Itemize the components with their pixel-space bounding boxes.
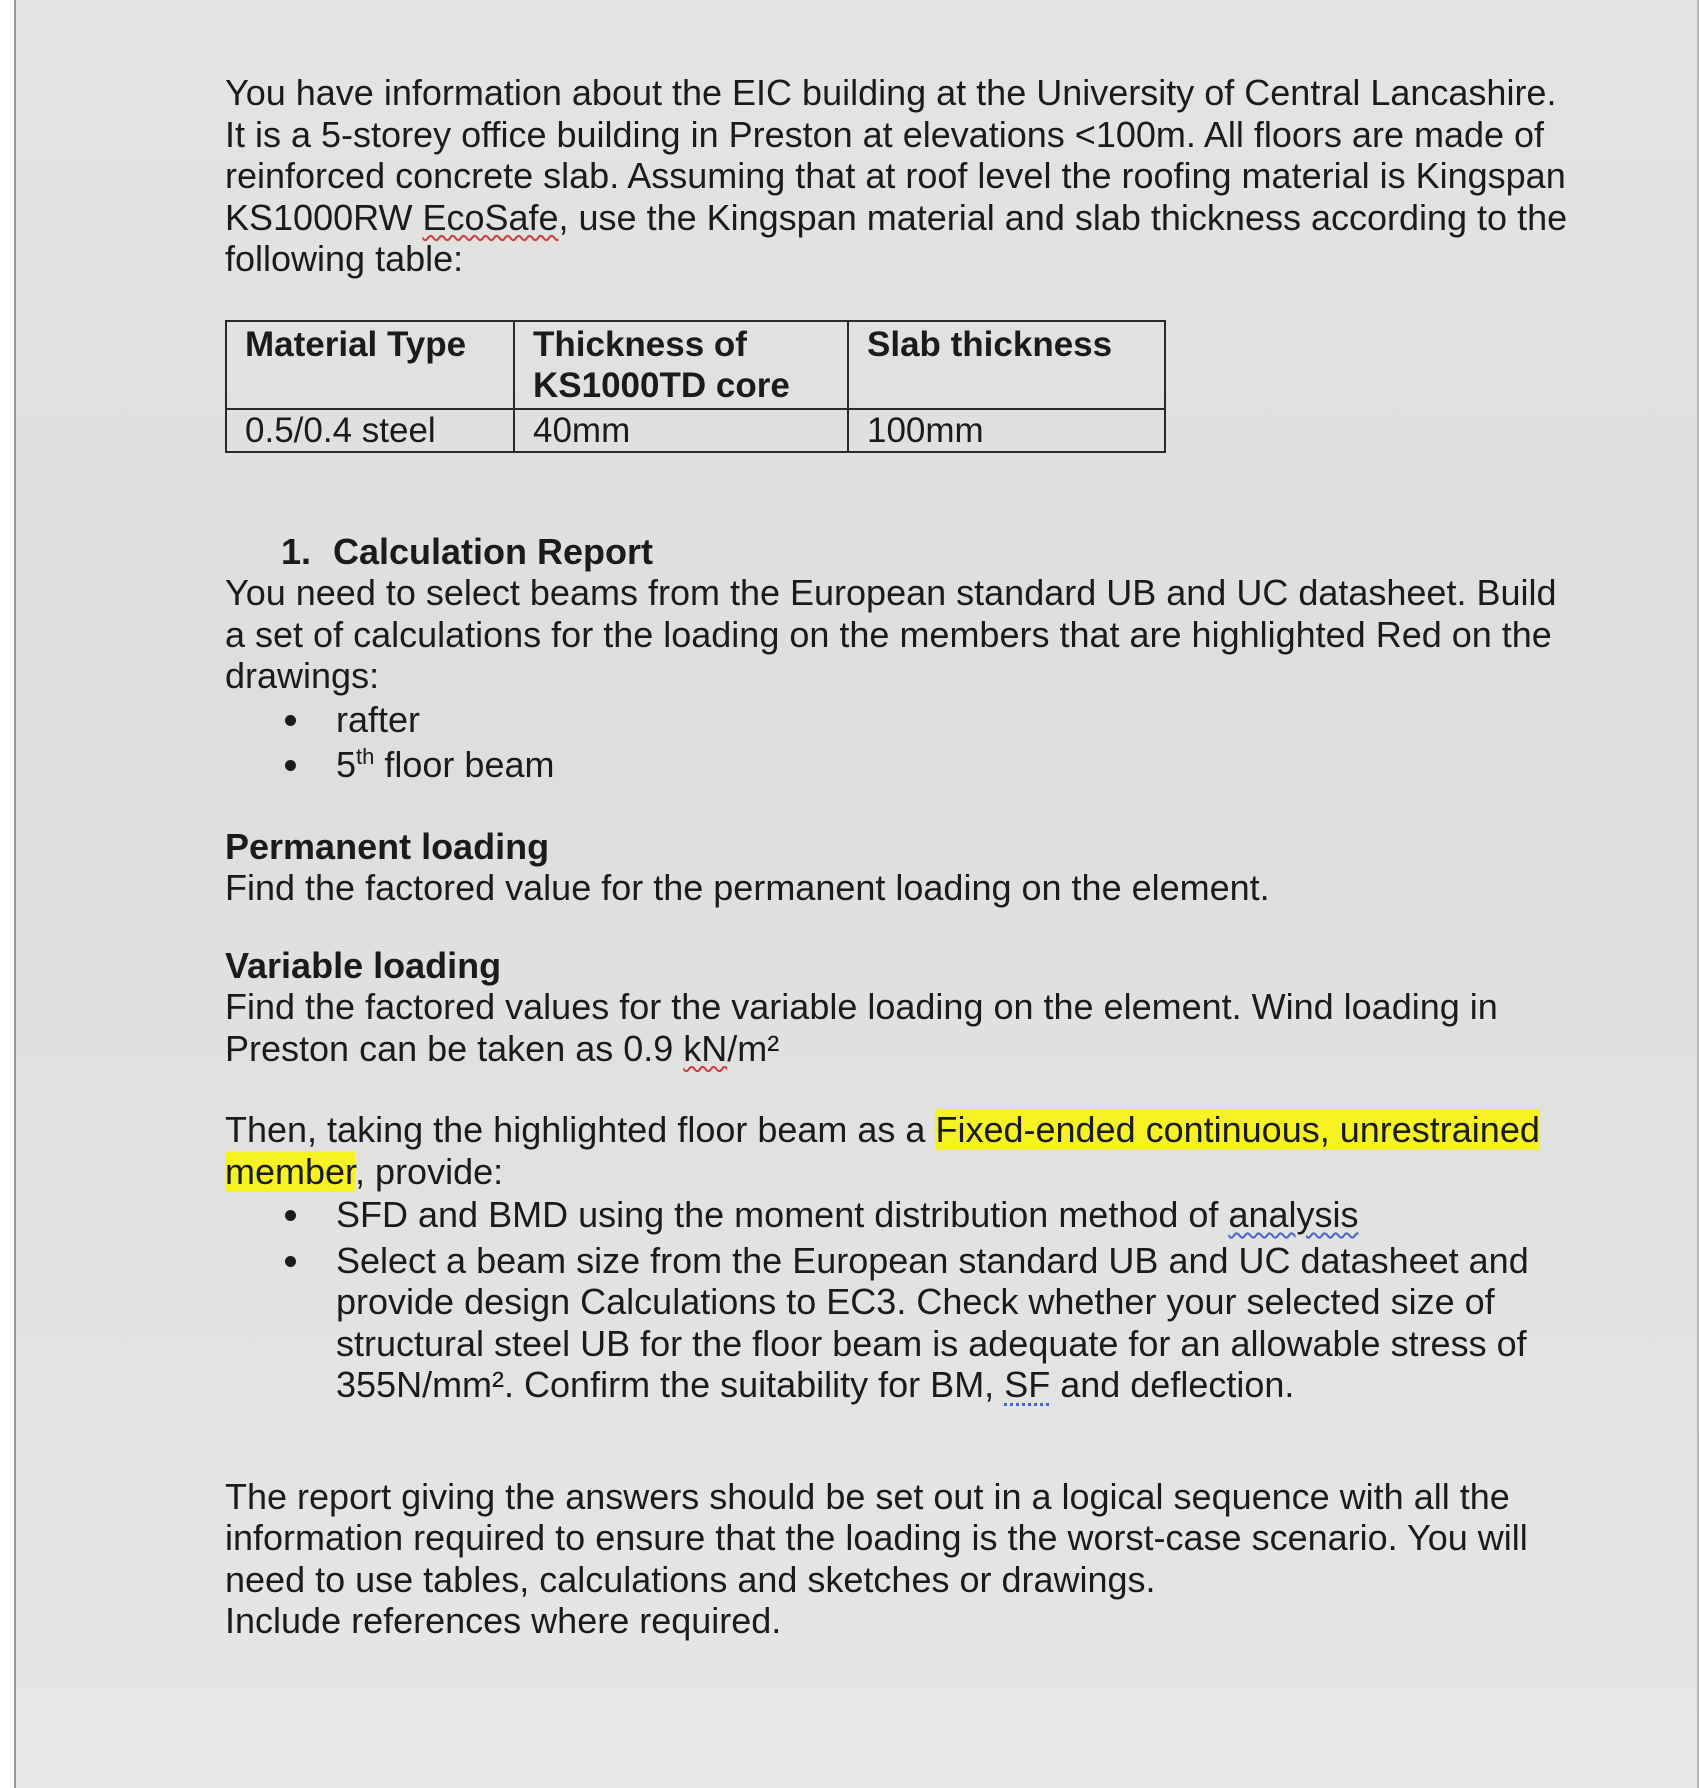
calculation-report-section — [225, 531, 1570, 786]
closing-paragraph: The report giving the answers should be set out in a logical sequence with all the information required to ensure that the loading is the worst-case scenario. You will need to use tables, calculations and sketches or drawings. — [225, 1475, 1528, 1600]
section-heading — [281, 531, 1570, 573]
section-number: 1. — [281, 530, 312, 572]
floor-beam-block — [225, 1109, 1570, 1406]
table-header-cell: Slab thickness — [848, 321, 1165, 409]
permanent-loading-body: Find the factored value for the permanent loading on the element. — [225, 867, 1270, 908]
section-title: Calculation Report — [333, 530, 654, 572]
table-cell: 0.5/0.4 steel — [226, 409, 514, 452]
variable-loading-heading: Variable loading — [225, 944, 502, 986]
variable-loading-block — [225, 945, 1570, 1070]
closing-block — [225, 1476, 1570, 1642]
permanent-loading-block — [225, 826, 1570, 909]
list-item: SFD and BMD using the moment distribution method of analysis — [225, 1194, 1570, 1236]
floor-beam-paragraph: Then, taking the highlighted floor beam as a Fixed-ended continuous, unrestrained member, provide: — [225, 1109, 1540, 1192]
material-table — [225, 320, 1166, 453]
list-item: rafter — [225, 699, 1570, 741]
spellcheck-flagged-word: kN — [683, 1027, 728, 1069]
bullet-icon — [285, 1256, 296, 1267]
table-header-cell: Thickness of KS1000TD core — [514, 321, 848, 409]
grammar-flagged-word: analysis — [1228, 1194, 1359, 1235]
references-line: Include references where required. — [225, 1600, 782, 1641]
variable-loading-body: Find the factored values for the variable loading on the element. Wind loading in Preston can be taken as 0.9 kN/m² — [225, 986, 1498, 1069]
table-cell: 40mm — [514, 409, 848, 452]
bullet-icon — [285, 760, 296, 771]
table-cell: 100mm — [848, 409, 1165, 452]
document-page — [225, 72, 1570, 1642]
list-item: Select a beam size from the European standard UB and UC datasheet and provide design Calculations to EC3. Check whether your selected size of structural steel UB for the floor beam is adequate for an allowable stress of 355N/mm². Confirm the suitability for BM, SF and deflection. — [225, 1240, 1570, 1406]
member-list — [225, 699, 1570, 786]
list-item: 5th floor beam — [225, 744, 1570, 786]
permanent-loading-heading: Permanent loading — [225, 825, 550, 867]
grammar-flagged-word: SF — [1004, 1364, 1051, 1405]
bullet-icon — [285, 715, 296, 726]
table-header-row — [226, 321, 1165, 409]
section-body: You need to select beams from the European standard UB and UC datasheet. Build a set of calculations for the loading on the members that are highlighted Red on the drawings: — [225, 572, 1557, 696]
page-left-edge — [0, 0, 16, 1788]
spellcheck-flagged-word: EcoSafe — [422, 196, 559, 238]
highlighted-text: Fixed-ended continuous, unrestrained member — [225, 1109, 1540, 1192]
bullet-icon — [285, 1210, 296, 1221]
table-header-cell: Material Type — [226, 321, 514, 409]
provide-list — [225, 1194, 1570, 1406]
intro-paragraph: You have information about the EIC building at the University of Central Lancashire. It is a 5-storey office building in Preston at elevations <100m. All floors are made of reinforced concrete slab. Assuming that at roof level the roofing material is Kingspan KS1000RW EcoSafe, use the Kingspan material and slab thickness according to the following table: — [225, 72, 1568, 279]
table-row — [226, 409, 1165, 452]
